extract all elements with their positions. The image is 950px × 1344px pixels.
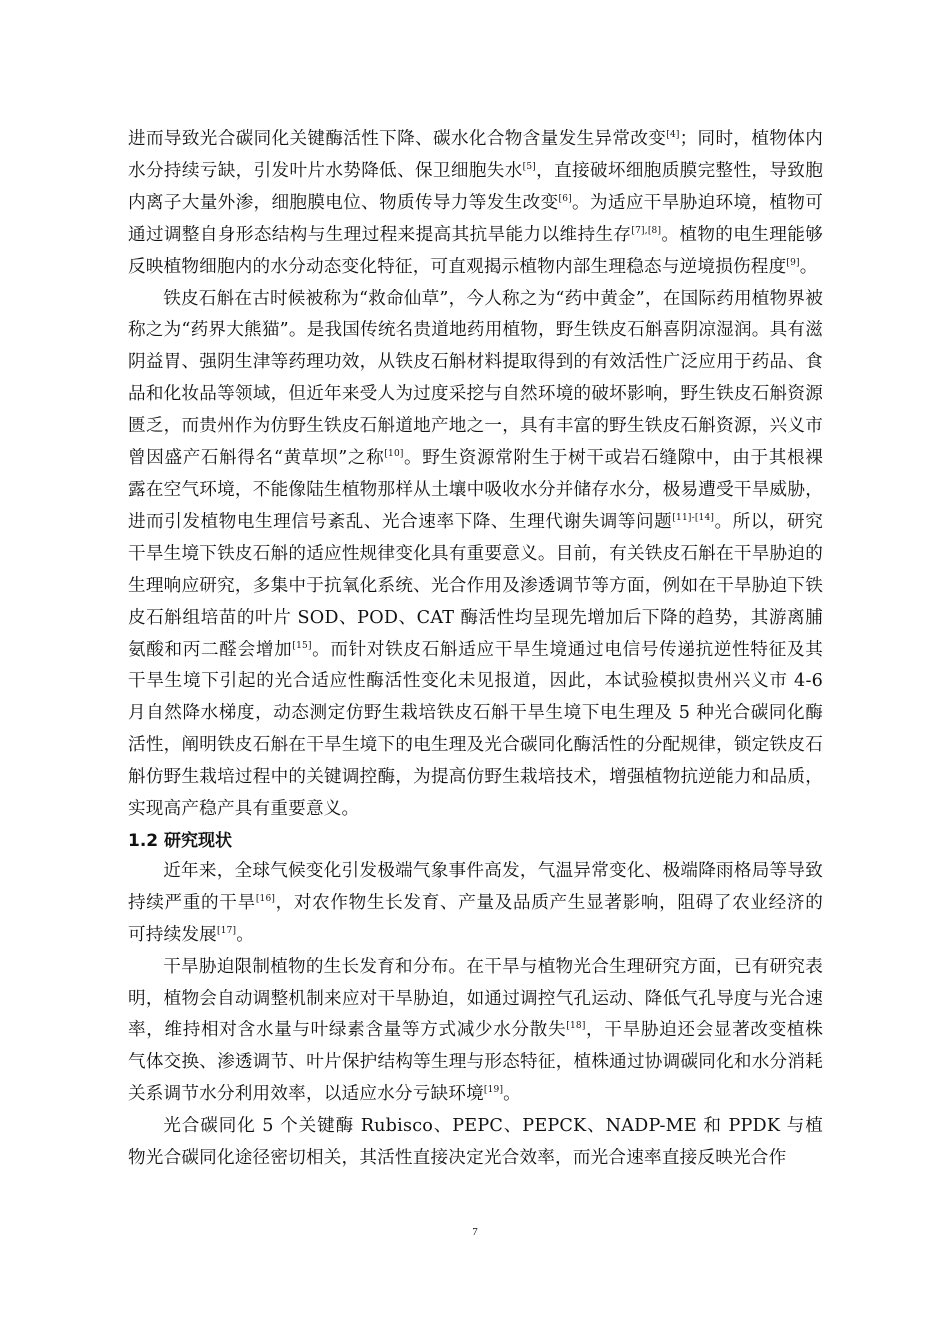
citation-ref: [4]	[666, 130, 680, 140]
section-heading: 1.2 研究现状	[128, 830, 233, 851]
section-body	[128, 856, 823, 1175]
paragraph-text: ，对农作物生长发育、产量及品质产生显著影响，阻碍了农业经济的可持续发展	[128, 892, 823, 945]
citation-ref: [16]	[255, 893, 276, 904]
citation-ref: [9]	[786, 257, 800, 268]
paragraph-text: 铁皮石斛在古时候被称为“救命仙草”，今人称之为“药中黄金”，在国际药用植物界被称之为“药界大熊猫”。是我国传统名贵道地药用植物，野生铁皮石斛喜阴凉湿润。具有滋阴益胃、强阴生津等药理功效，从铁皮石斛材料提取得到的有效活性广泛应用于药品、食品和化妆品等领域，但近年来受人为过度采挖与自然环境的破坏影响，野生铁皮石斛资源匮乏，而贵州作为仿野生铁皮石斛道地产地之一，具有丰富的野生铁皮石斛资源，兴义市曾因盛产石斛得名“黄草坝”之称	[128, 288, 823, 469]
page-number: 7	[472, 1226, 478, 1238]
intro-section	[128, 124, 823, 826]
paragraph	[128, 124, 823, 284]
paragraph-text: ；同时，植物体内水分持续亏缺，引发叶片水势降低、保卫细胞失水	[128, 129, 823, 181]
citation-ref: [15]	[292, 640, 312, 651]
paragraph-text: ，直接破坏细胞质膜完整性，导致胞内离子大量外渗，细胞膜电位、物质传导力等发生改变	[128, 160, 824, 213]
paragraph	[128, 952, 823, 1112]
paragraph-text: 。	[799, 256, 818, 277]
paragraph-text: 近年来，全球气候变化引发极端气象事件高发，气温异常变化、极端降雨格局等导致持续严重的干旱	[128, 860, 823, 913]
paragraph-text: 进而导致光合碳同化关键酶活性下降、碳水化合物含量发生异常改变	[128, 129, 667, 149]
citation-ref: [7],[8]	[631, 225, 662, 236]
paragraph	[128, 284, 823, 826]
citation-ref: [11]-[14]	[672, 512, 715, 523]
paragraph-text: 干旱胁迫限制植物的生长发育和分布。在干旱与植物光合生理研究方面，已有研究表明，植物会自动调整机制来应对干旱胁迫，如通过调控气孔运动、降低气孔导度与光合速率，维持相对含水量与叶绿素含量等方式减少水分散失	[128, 956, 823, 1041]
citation-ref: [18]	[566, 1021, 586, 1032]
paragraph-text: 。而针对铁皮石斛适应干旱生境通过电信号传递抗逆性特征及其干旱生境下引起的光合适应性酶活性变化未见报道，因此，本试验模拟贵州兴义市 4-6 月自然降水梯度，动态测定仿野生栽培铁皮石斛干旱生境下电生理及 5 种光合碳同化酶活性，阐明铁皮石斛在干旱生境下的电生理及光合碳同化酶活性的分配规律，锁定铁皮石斛仿野生栽培过程中的关键调控酶，为提高仿野生栽培技术，增强植物抗逆能力和品质，实现高产稳产具有重要意义。	[128, 639, 823, 820]
citation-ref: [19]	[483, 1085, 504, 1096]
page-body	[128, 124, 823, 1175]
paragraph	[128, 856, 823, 952]
paragraph-text: ，干旱胁迫还会显著改变植株气体交换、渗透调节、叶片保护结构等生理与形态特征，植株通过协调碳同化和水分消耗关系调节水分利用效率，以适应水分亏缺环境	[128, 1020, 823, 1105]
citation-ref: [17]	[216, 925, 237, 936]
paragraph-text: 光合碳同化 5 个关键酶 Rubisco、PEPC、PEPCK、NADP-ME 和 PPDK 与植物光合碳同化途径密切相关，其活性直接决定光合效率，而光合速率直接反映光合作	[128, 1116, 823, 1169]
paragraph-text: 。野生资源常附生于树干或岩石缝隙中，由于其根裸露在空气环境，不能像陆生植物那样从土壤中吸收水分并储存水分，极易遭受干旱威胁，进而引发植物电生理信号紊乱、光合速率下降、生理代谢失调等问题	[128, 448, 823, 532]
paragraph-text: 。	[503, 1084, 521, 1105]
paragraph-text: 。为适应干旱胁迫环境，植物可通过调整自身形态结构与生理过程来提高其抗旱能力以维持生存	[128, 192, 823, 245]
paragraph-text: 。	[236, 924, 255, 945]
citation-ref: [6]	[558, 193, 572, 204]
paragraph-text: 。植物的电生理能够反映植物细胞内的水分动态变化特征，可直观揭示植物内部生理稳态与逆境损伤程度	[128, 224, 823, 277]
paragraph	[128, 1111, 823, 1175]
citation-ref: [10]	[384, 449, 404, 460]
paragraph-text: 。所以，研究干旱生境下铁皮石斛的适应性规律变化具有重要意义。目前，有关铁皮石斛在干旱胁迫的生理响应研究，多集中于抗氧化系统、光合作用及渗透调节等方面，例如在干旱胁迫下铁皮石斛组培苗的叶片 SOD、POD、CAT 酶活性均呈现先增加后下降的趋势，其游离脯氨酸和丙二醛会增加	[128, 511, 823, 660]
citation-ref: [5]	[522, 161, 536, 172]
